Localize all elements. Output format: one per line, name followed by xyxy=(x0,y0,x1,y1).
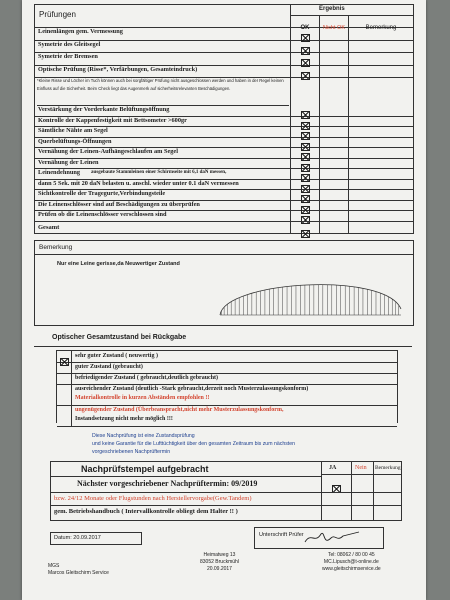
pruefungen-title: Prüfungen xyxy=(39,10,76,19)
disclaimer-line-3: vorgeschriebenen Nachprüftermin xyxy=(92,449,171,455)
col-nicht-ok: Nicht OK xyxy=(322,25,345,31)
zustand-label-2: Instandsetzung nicht mehr möglich !!! xyxy=(75,416,173,422)
footer-phone: Tel: 08062 / 80 00 45 xyxy=(327,552,375,558)
footer-email: MC.Lipusch@t-online.de xyxy=(323,559,379,565)
stempel-line-1: bzw. 24/12 Monate oder Flugstunden nach Herstellervorgabe(Gew.Tandem) xyxy=(54,495,252,502)
check-row-label: Optische Prüfung (Risse*, Verfärbungen, Gesamteindruck) xyxy=(38,65,198,73)
disclaimer-line-2: und keine Garantie für die Lufttüchtigkeit über den gesamten Zeitraum bis zum nächsten xyxy=(92,441,296,447)
stempel-title: Nachprüfstempel aufgebracht xyxy=(81,464,209,474)
datum-box xyxy=(50,532,142,545)
check-row-label: Sichtkontrolle der Tragegurte,Verbindungsteile xyxy=(38,190,166,197)
disclaimer xyxy=(92,432,295,456)
note-text: *Kleine Risse und Löcher im Tuch können auch bei sorgfältiger Prüfung nicht ausgeschlossen werden und haben in der Regel keinen Einfluss auf die Sicherheit. Beim Check liegt das Augenmerk auf sicherheitsrelevanten Beschädigungen. xyxy=(37,78,284,91)
zustand-label-2: Materialkontrolle in kurzen Abständen empfohlen !! xyxy=(75,395,210,401)
footer-street: Heimatweg 13 xyxy=(203,552,236,558)
col-ok: OK xyxy=(300,25,310,31)
pruefungen-table xyxy=(34,4,414,234)
check-row-label: Verstärkung der Vorderkante Belüftungsöffnung xyxy=(38,106,170,113)
check-row-label: Leinendehnung xyxy=(38,169,80,176)
unterschrift-box xyxy=(254,527,384,549)
check-row xyxy=(35,27,413,41)
check-row-extra: ausgebaute Stammleinen einer Schirmseite mit 6,1 daN messen, xyxy=(91,170,227,175)
stempel-next-date: Nächster vorgeschriebener Nachprüftermin: 09/2019 xyxy=(77,479,258,488)
ergebnis-header: Ergebnis xyxy=(319,6,345,12)
check-row xyxy=(35,52,413,66)
footer-left xyxy=(48,563,109,577)
footer-right xyxy=(322,552,381,573)
col-bemerkung: Bemerkung xyxy=(365,25,397,31)
paraglider-canopy-drawing xyxy=(215,271,405,321)
stempel-col-nein: Nein xyxy=(355,465,367,471)
gesamt-checkbox xyxy=(301,230,310,238)
footer-company-short: MGS xyxy=(48,563,60,569)
zustand-label: sehr guter Zustand ( neuwertig ) xyxy=(75,353,158,359)
check-row-label: Sämtliche Nähte am Segel xyxy=(38,127,108,134)
stempel-col-ja: JA xyxy=(329,465,337,471)
bemerkung-title: Bemerkung xyxy=(39,244,73,251)
zustand-label: guter Zustand (gebraucht) xyxy=(75,364,143,370)
check-row-label: Kontrolle der Kappenfestigkeit mit Bettsometer >600gr xyxy=(38,116,187,124)
check-row-label: Querbelüftungs-Öffnungen xyxy=(38,137,112,145)
zustand-option xyxy=(57,384,397,406)
pruefungen-note xyxy=(37,77,289,106)
unterschrift-label: Unterschrift Prüfer xyxy=(259,532,304,538)
zustand-label: ausreichender Zustand (deutlich -Stark gebraucht,derzeit noch Musterzulassungskonform) xyxy=(75,386,309,392)
footer-website: www.gleitschirmservice.de xyxy=(322,566,381,572)
inspection-sheet xyxy=(22,0,426,600)
signature xyxy=(303,528,363,548)
bemerkung-text: Nur eine Leine gerisse,da Neuwertiger Zustand xyxy=(57,261,180,267)
check-row-label: Prüfen ob die Leinenschlösser verschlossen sind xyxy=(38,211,167,218)
ok-checkbox[interactable] xyxy=(301,72,310,80)
stempel-line-2: gem. Betriebshandbuch ( Intervallkontrolle obliegt dem Halter !! ) xyxy=(54,508,238,515)
footer-date: 20.09.2017 xyxy=(206,566,232,572)
check-row-label: Symetrie des Gleitsegel xyxy=(38,40,101,48)
zustand-label: befriedigender Zustand ( gebraucht,deutlich gebraucht) xyxy=(75,375,219,381)
check-row-label: Die Leinenschlösser sind auf Beschädigungen zu überprüfen xyxy=(38,200,200,208)
check-row-label: Leinenlängen gem. Vermessung xyxy=(38,28,123,35)
bemerkung-box xyxy=(34,240,414,255)
check-row xyxy=(35,40,413,54)
gesamtzustand-title: Optischer Gesamtzustand bei Rückgabe xyxy=(52,334,187,341)
check-row-label: dann 5 Sek. mit 20 daN belasten u. anschl. wieder unter 0.1 daN vermessen xyxy=(38,179,239,187)
check-row-label: Symetrie der Bremsen xyxy=(38,53,98,60)
zustand-option xyxy=(57,405,397,427)
check-row xyxy=(35,210,413,222)
zustand-label: ungenügender Zustand (Überbeanspracht,nicht mehr Musterzulassungskonform, xyxy=(75,407,284,413)
disclaimer-line-1: Diese Nachprüfung ist eine Zustandsprüfung xyxy=(92,433,195,439)
gesamtzustand-table xyxy=(56,350,398,423)
check-row-label: Vernähung der Leinen-Aufhängeschlaufen am Segel xyxy=(38,148,178,155)
bemerkung-content xyxy=(34,254,414,326)
footer-center xyxy=(200,552,239,573)
stempel-col-bemerkung: Bemerkung xyxy=(375,465,401,471)
footer-city: 83052 Bruckmühl xyxy=(200,559,239,565)
gesamt-label: Gesamt xyxy=(38,224,60,231)
check-row xyxy=(35,65,413,79)
check-row-label: Vernähung der Leinen xyxy=(38,158,99,166)
footer-company-name: Marcos Gleitschirm Service xyxy=(48,570,109,576)
stempel-section xyxy=(50,461,402,521)
datum-text: Datum: 20.09.2017 xyxy=(54,535,101,541)
gesamt-row xyxy=(35,221,413,234)
